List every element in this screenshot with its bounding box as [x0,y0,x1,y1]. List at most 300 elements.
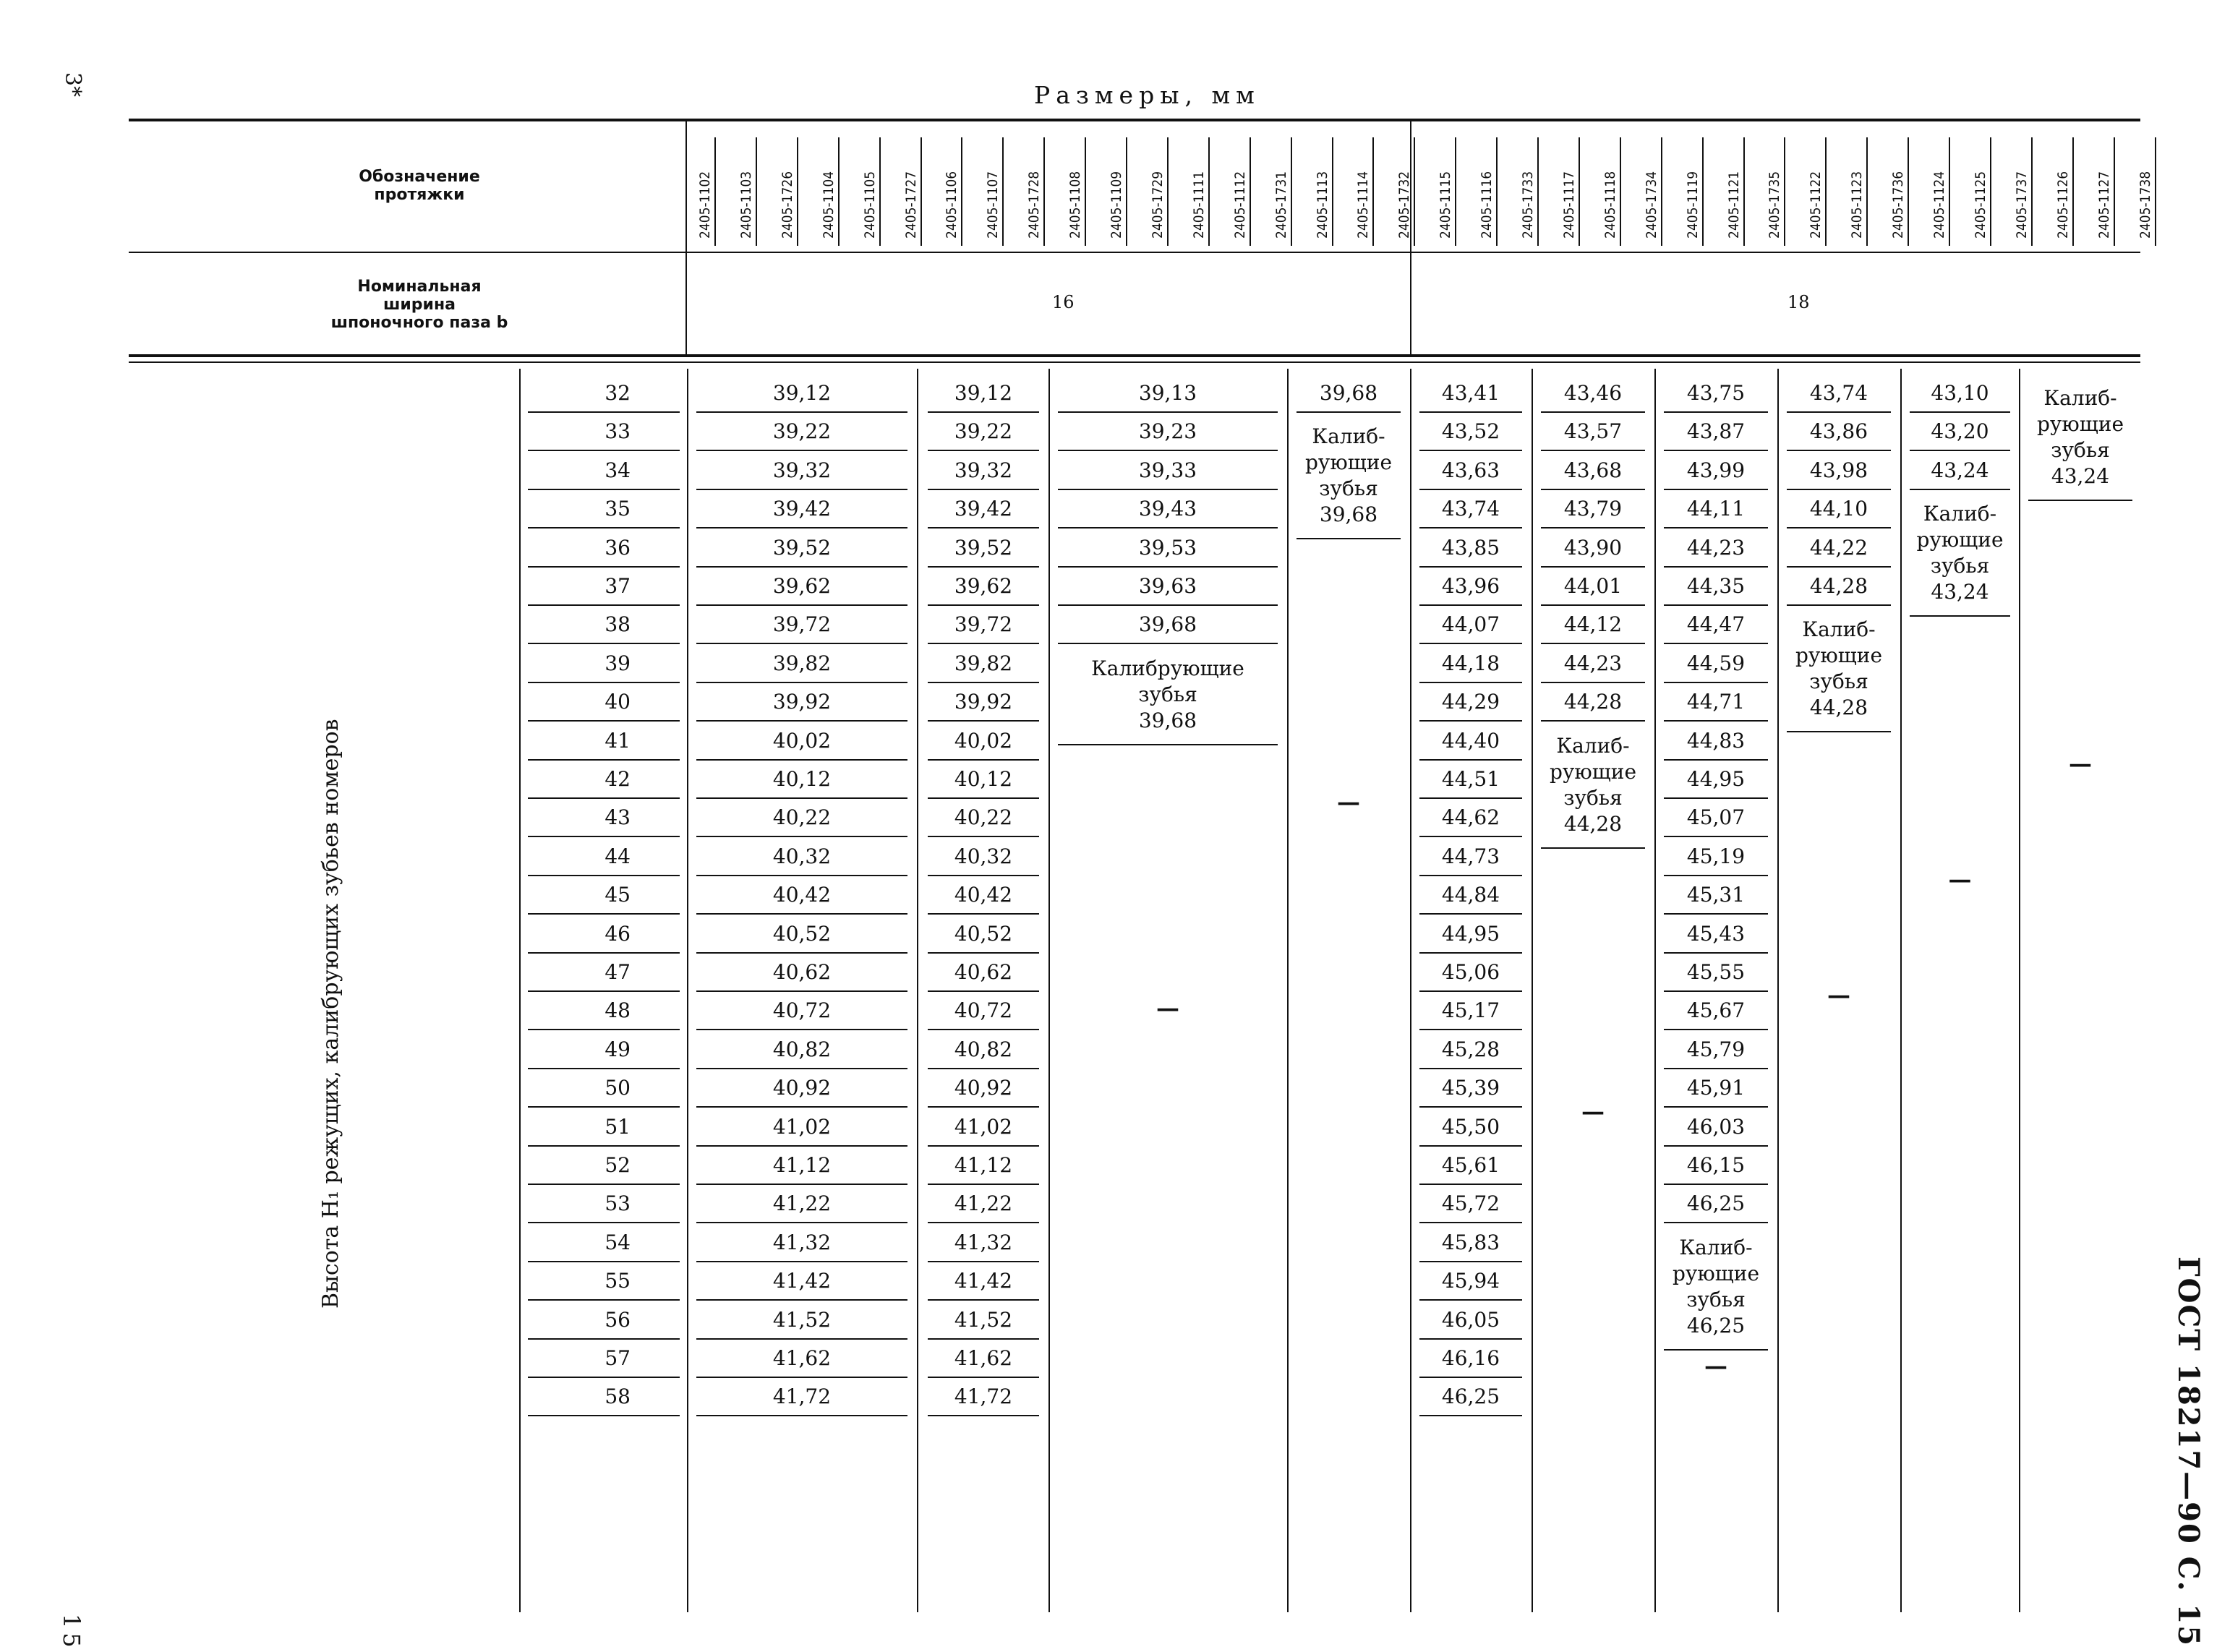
cell-underline [696,913,907,915]
cell-underline [1419,1145,1522,1147]
cell-underline [1541,527,1645,528]
designation-separator [1250,137,1251,246]
table-cell: 40,72 [954,998,1013,1023]
cell-underline [1664,759,1768,761]
cell-underline [928,720,1039,722]
empty-dash: — [1581,1097,1605,1125]
table-cell: 41,42 [954,1269,1013,1293]
cell-underline [928,682,1039,683]
cell-underline [696,527,907,528]
cell-underline [1541,411,1645,413]
designation-separator [838,137,840,246]
row-underline [528,952,680,954]
table-cell: 46,25 [1686,1191,1746,1216]
cell-underline [928,411,1039,413]
table-cell: 39,53 [1138,535,1197,560]
cell-underline [1058,527,1278,528]
table-cell: 45,07 [1686,805,1746,830]
cell-underline [696,797,907,799]
table-cell: 44,59 [1686,651,1746,675]
designation-label: 2405-1738 [2137,171,2153,239]
cell-underline [696,759,907,761]
table-cell: 43,24 [1931,458,1989,482]
table-cell: 40,12 [772,767,832,791]
cell-underline [1664,1029,1768,1030]
table-cell: 43,79 [1563,497,1623,521]
table-cell: 39,82 [954,651,1013,675]
table-cell: 40,02 [954,728,1013,753]
designation-label: 2405-1734 [1643,171,1659,239]
table-cell: 46,16 [1441,1346,1500,1370]
cell-underline [1419,952,1522,954]
table-cell: 39,32 [772,458,832,482]
cell-underline [696,1106,907,1108]
row-number: 43 [605,805,631,830]
standard-label: ГОСТ 18217—90 С. 15 [2171,1257,2205,1648]
table-cell: 41,52 [772,1307,832,1332]
cell-underline [696,1145,907,1147]
table-cell: 40,42 [954,883,1013,907]
designation-separator [1291,137,1292,246]
empty-dash: — [1827,981,1850,1009]
designation-separator [797,137,798,246]
table-cell: 41,62 [772,1346,832,1370]
table-cell: 43,98 [1809,458,1868,482]
row-underline [528,1261,680,1262]
calibrating-underline [2028,500,2132,501]
cell-underline [696,990,907,992]
table-cell: 40,22 [772,805,832,830]
cell-underline [928,527,1039,528]
table-cell: 46,05 [1441,1307,1500,1332]
cell-underline [696,952,907,954]
table-cell: 40,82 [772,1037,832,1061]
cell-underline [1419,836,1522,837]
cell-underline [928,1261,1039,1262]
cell-underline [1787,604,1891,606]
table-cell: 44,47 [1686,612,1746,637]
row-number: 46 [605,921,631,946]
table-cell: 44,23 [1686,535,1746,560]
cell-underline [928,875,1039,876]
designation-label: 2405-1102 [697,171,713,239]
table-cell: 40,02 [772,728,832,753]
calibrating-teeth-note: Калибрующие зубья 39,68 [1091,656,1244,732]
table-cell: 39,72 [772,612,832,637]
row-underline [528,527,680,528]
cell-underline [696,1299,907,1301]
calibrating-teeth-note: Калиб- рующие зубья 43,24 [1916,502,2004,604]
column-separator [1900,369,1902,1612]
cell-underline [1664,489,1768,490]
cell-underline [928,952,1039,954]
cell-underline [928,643,1039,644]
table-cell: 46,25 [1441,1384,1500,1409]
table-cell: 41,02 [772,1114,832,1139]
cell-underline [1664,604,1768,606]
table-cell: 45,28 [1441,1037,1500,1061]
table-cell: 44,23 [1563,651,1623,675]
width-value-16: 16 [1052,292,1075,312]
cell-underline [928,1377,1039,1378]
table-cell: 44,28 [1563,690,1623,714]
row-number: 53 [605,1191,631,1216]
table-cell: 40,32 [772,844,832,868]
column-separator [2019,369,2020,1612]
cell-underline [1664,797,1768,799]
calibrating-teeth-note: Калиб- рующие зубья 44,28 [1549,733,1637,836]
row-underline [528,759,680,761]
cell-underline [1419,527,1522,528]
cell-underline [928,836,1039,837]
width-header: Номинальная ширина шпоночного паза b [330,278,508,332]
table-cell: 41,22 [772,1191,832,1216]
cell-underline [928,450,1039,451]
table-cell: 39,32 [954,458,1013,482]
cell-underline [928,1415,1039,1416]
table-cell: 39,72 [954,612,1013,637]
column-separator [1777,369,1779,1612]
column-separator [1048,369,1050,1612]
table-cell: 43,41 [1441,381,1500,405]
table-cell: 39,12 [772,381,832,405]
cell-underline [1419,682,1522,683]
cell-underline [1541,604,1645,606]
row-underline [528,682,680,683]
designation-label: 2405-1103 [738,171,754,239]
table-cell: 43,99 [1686,458,1746,482]
cell-underline [1058,450,1278,451]
header-bottom-rule-2 [129,361,2140,363]
designation-label: 2405-1105 [861,171,878,239]
table-cell: 45,83 [1441,1230,1500,1254]
cell-underline [1787,450,1891,451]
sheet-marker: 3* [60,72,85,98]
table-cell: 39,22 [954,419,1013,444]
calibrating-teeth-note: Калиб- рующие зубья 43,24 [2036,386,2124,488]
cell-underline [696,1029,907,1030]
calibrating-teeth-note: Калиб- рующие зубья 46,25 [1672,1235,1760,1338]
cell-underline [1664,720,1768,722]
cell-underline [928,604,1039,606]
table-cell: 44,71 [1686,690,1746,714]
cell-underline [696,643,907,644]
designation-label: 2405-1736 [1890,171,1907,239]
row-underline [528,990,680,992]
cell-underline [1664,952,1768,954]
calibrating-teeth-note: Калиб- рующие зубья 39,68 [1304,424,1393,527]
designation-separator [1990,137,1991,246]
cell-underline [928,759,1039,761]
table-cell: 39,23 [1138,419,1197,444]
header-label-divider [685,121,687,354]
row-number: 35 [605,497,631,521]
table-cell: 44,83 [1686,728,1746,753]
cell-underline [928,1029,1039,1030]
designation-separator [1002,137,1004,246]
table-cell: 40,52 [954,921,1013,946]
cell-underline [1419,450,1522,451]
cell-underline [1058,411,1278,413]
row-underline [528,1377,680,1378]
designation-label: 2405-1726 [779,171,795,239]
cell-underline [1419,1106,1522,1108]
table-cell: 43,57 [1563,419,1623,444]
designation-label: 2405-1112 [1231,171,1248,239]
table-cell: 44,62 [1441,805,1500,830]
row-number: 51 [605,1114,631,1139]
cell-underline [696,836,907,837]
designation-label: 2405-1114 [1355,171,1372,239]
designation-label: 2405-1108 [1067,171,1084,239]
table-cell: 39,63 [1138,574,1197,598]
designation-separator [1908,137,1909,246]
column-separator [1287,369,1289,1612]
cell-underline [928,1222,1039,1223]
table-cell: 43,74 [1441,497,1500,521]
cell-underline [1541,720,1645,722]
row-underline [528,1145,680,1147]
table-top-rule [129,119,2140,121]
row-underline [528,1184,680,1185]
row-underline [528,1415,680,1416]
table-cell: 39,43 [1138,497,1197,521]
designation-separator [961,137,962,246]
designation-separator [1866,137,1868,246]
table-cell: 39,52 [772,535,832,560]
designation-separator [1126,137,1127,246]
cell-underline [696,411,907,413]
cell-underline [696,1415,907,1416]
calibrating-underline [1664,1349,1768,1351]
calibrating-underline [1910,615,2010,617]
row-underline [528,797,680,799]
cell-underline [1664,1068,1768,1069]
cell-underline [1419,797,1522,799]
designation-label: 2405-1117 [1560,171,1577,239]
cell-underline [1419,604,1522,606]
column-separator [1410,369,1411,1612]
cell-underline [1910,489,2010,490]
designation-separator [1702,137,1704,246]
designation-separator [920,137,922,246]
cell-underline [1419,1415,1522,1416]
cell-underline [928,1145,1039,1147]
designation-separator [1784,137,1785,246]
header-divider [129,252,2140,253]
row-number: 40 [605,690,631,714]
row-number: 44 [605,844,631,868]
cell-underline [1419,720,1522,722]
designation-label: 2405-1737 [2013,171,2030,239]
table-cell: 40,62 [772,960,832,984]
cell-underline [928,566,1039,568]
cell-underline [1541,682,1645,683]
cell-underline [1910,411,2010,413]
designation-label: 2405-1122 [1808,171,1824,239]
designation-label: 2405-1127 [2096,171,2112,239]
table-cell: 45,91 [1686,1076,1746,1100]
cell-underline [1664,682,1768,683]
table-cell: 45,19 [1686,844,1746,868]
designation-label: 2405-1111 [1190,171,1207,239]
table-cell: 43,20 [1931,419,1989,444]
designation-separator [1208,137,1210,246]
table-cell: 44,95 [1441,921,1500,946]
designation-label: 2405-1118 [1602,171,1618,239]
cell-underline [1910,450,2010,451]
designation-label: 2405-1113 [1314,171,1330,239]
table-cell: 45,06 [1441,960,1500,984]
designation-label: 2405-1106 [944,171,960,239]
row-number: 56 [605,1307,631,1332]
row-number: 49 [605,1037,631,1061]
designation-header: Обозначение протяжки [359,168,480,204]
row-number: 32 [605,381,631,405]
row-number: 37 [605,574,631,598]
row-underline [528,411,680,413]
table-cell: 45,39 [1441,1076,1500,1100]
cell-underline [1297,411,1401,413]
row-underline [528,1222,680,1223]
table-cell: 44,18 [1441,651,1500,675]
designation-separator [1455,137,1456,246]
cell-underline [1541,643,1645,644]
cell-underline [696,450,907,451]
table-cell: 40,82 [954,1037,1013,1061]
cell-underline [1664,643,1768,644]
cell-underline [928,1338,1039,1340]
row-number: 55 [605,1269,631,1293]
table-cell: 39,82 [772,651,832,675]
table-cell: 39,33 [1138,458,1197,482]
table-cell: 41,32 [954,1230,1013,1254]
designation-separator [1043,137,1045,246]
table-cell: 43,74 [1809,381,1868,405]
cell-underline [1664,1145,1768,1147]
designation-label: 2405-1727 [902,171,919,239]
table-cell: 41,32 [772,1230,832,1254]
cell-underline [1787,527,1891,528]
designation-label: 2405-1109 [1108,171,1124,239]
column-separator [519,369,521,1612]
table-cell: 44,01 [1563,574,1623,598]
cell-underline [1419,1299,1522,1301]
cell-underline [1419,1377,1522,1378]
designation-separator [1372,137,1374,246]
page-number: 15 [58,1614,85,1652]
designation-label: 2405-1115 [1438,171,1454,239]
cell-underline [1541,566,1645,568]
cell-underline [696,1184,907,1185]
cell-underline [696,1068,907,1069]
empty-dash: — [2069,750,2092,777]
table-cell: 41,62 [954,1346,1013,1370]
cell-underline [1058,566,1278,568]
designation-label: 2405-1731 [1273,171,1289,239]
designation-separator [1414,137,1415,246]
cell-underline [1664,990,1768,992]
cell-underline [1419,489,1522,490]
designation-separator [714,137,716,246]
cell-underline [1058,643,1278,644]
designation-label: 2405-1735 [1767,171,1783,239]
cell-underline [1419,411,1522,413]
cell-underline [1419,1068,1522,1069]
designation-separator [1825,137,1827,246]
table-cell: 39,42 [772,497,832,521]
row-number: 50 [605,1076,631,1100]
cell-underline [696,1261,907,1262]
cell-underline [696,1338,907,1340]
table-cell: 44,12 [1563,612,1623,637]
table-cell: 45,17 [1441,998,1500,1023]
calibrating-underline [1297,538,1401,539]
row-number: 39 [605,651,631,675]
cell-underline [1664,566,1768,568]
cell-underline [1419,1184,1522,1185]
row-underline [528,643,680,644]
table-cell: 43,86 [1809,419,1868,444]
table-cell: 45,43 [1686,921,1746,946]
row-number: 36 [605,535,631,560]
cell-underline [1419,913,1522,915]
designation-separator [1167,137,1169,246]
designation-separator [1085,137,1086,246]
cell-underline [1419,759,1522,761]
cell-underline [1787,566,1891,568]
cell-underline [696,682,907,683]
empty-dash: — [1156,993,1179,1022]
calibrating-underline [1541,847,1645,849]
row-underline [528,875,680,876]
row-underline [528,604,680,606]
column-separator [917,369,918,1612]
row-number: 52 [605,1153,631,1177]
cell-underline [696,1222,907,1223]
table-cell: 41,42 [772,1269,832,1293]
designation-separator [1579,137,1580,246]
empty-dash: — [1337,788,1360,816]
row-underline [528,913,680,915]
cell-underline [1058,604,1278,606]
row-underline [528,720,680,722]
table-cell: 44,51 [1441,767,1500,791]
table-cell: 44,11 [1686,497,1746,521]
designation-label: 2405-1728 [1026,171,1043,239]
table-cell: 45,55 [1686,960,1746,984]
table-cell: 41,72 [772,1384,832,1409]
row-number: 38 [605,612,631,637]
table-cell: 43,46 [1563,381,1623,405]
table-cell: 41,22 [954,1191,1013,1216]
designation-separator [1496,137,1498,246]
cell-underline [1419,1222,1522,1223]
designation-separator [2072,137,2074,246]
cell-underline [1664,411,1768,413]
table-cell: 44,22 [1809,535,1868,560]
row-number: 54 [605,1230,631,1254]
row-number: 48 [605,998,631,1023]
cell-underline [1541,489,1645,490]
designation-separator [2155,137,2156,246]
row-underline [528,836,680,837]
cell-underline [1419,643,1522,644]
table-cell: 39,62 [954,574,1013,598]
table-cell: 43,90 [1563,535,1623,560]
table-cell: 45,79 [1686,1037,1746,1061]
cell-underline [1419,1029,1522,1030]
